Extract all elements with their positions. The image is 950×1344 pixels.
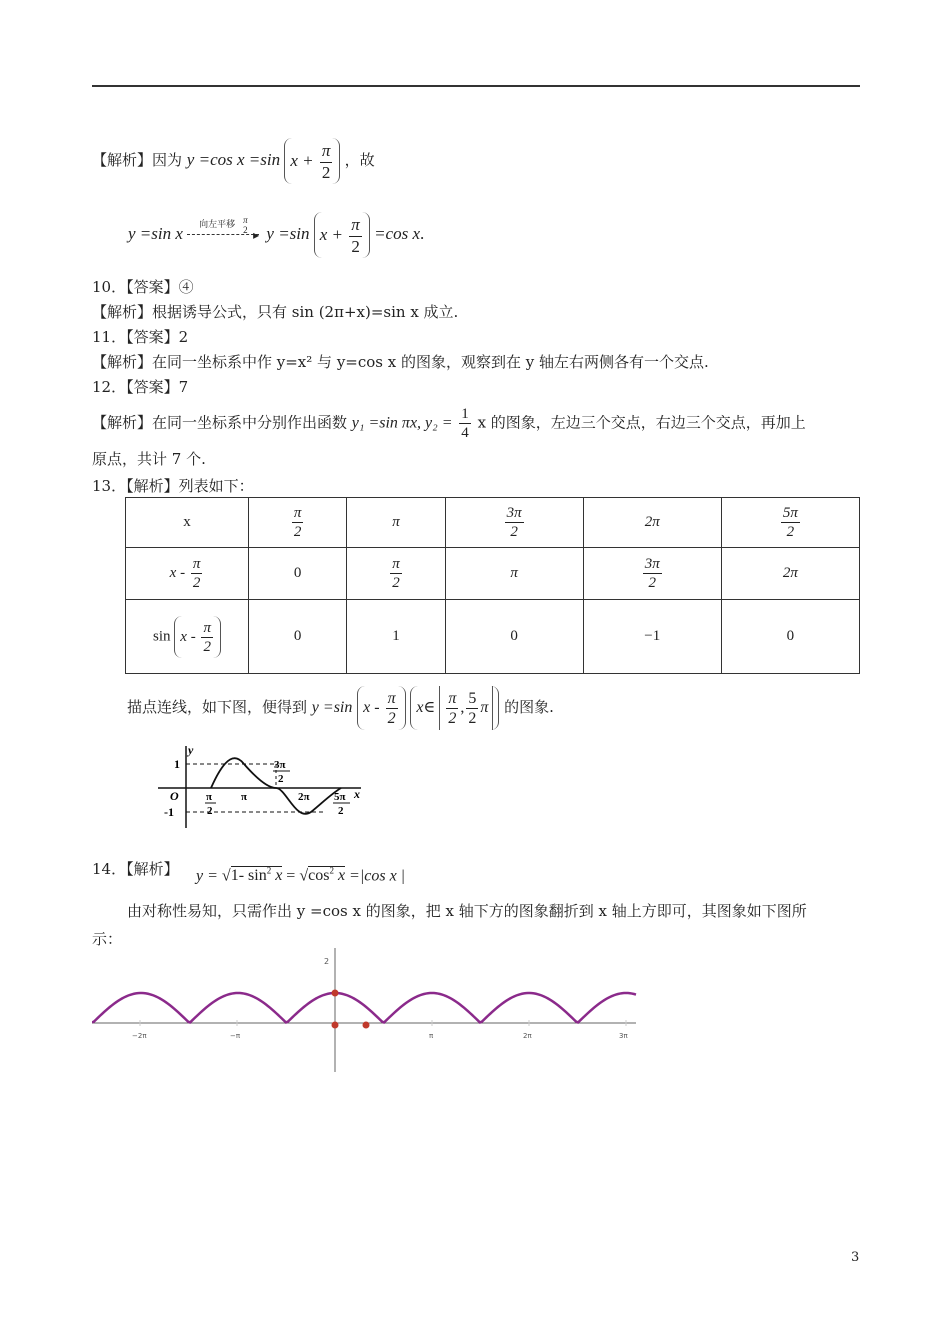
arrow-pi: π	[243, 215, 248, 225]
table-cell	[721, 600, 859, 674]
s14-desc2: 示：	[92, 930, 123, 948]
s12-y1: y₁ =sin πx, y₂ =	[351, 414, 453, 432]
table-cell: $\frac{3\pi}{2}$	[445, 498, 583, 548]
table-row	[126, 498, 860, 548]
svg-text:3π: 3π	[274, 759, 286, 771]
svg-text:π: π	[206, 791, 213, 803]
s13-head: 13．【解析】列表如下：	[92, 477, 254, 495]
s11-answer: 11．【答案】2	[92, 328, 189, 346]
label-three-pi: 3π	[619, 1032, 628, 1040]
s12-line2: 原点，共计 7 个.	[92, 450, 206, 468]
s10-analysis: 【解析】根据诱导公式，只有 sin (2π+x)=sin x 成立.	[92, 303, 459, 321]
s12-den: 4	[461, 425, 469, 441]
cell-r2c2: 0	[293, 565, 302, 581]
cell-r3c5: −1	[644, 628, 661, 644]
arrow-label: 向左平移	[199, 220, 236, 230]
two-den2: 2	[351, 236, 360, 256]
table-cell: x - $\frac{\pi}{2}$	[126, 548, 249, 600]
label-two-pi: 2π	[298, 791, 310, 803]
point-top	[332, 990, 339, 997]
table-cell: sin x - $\frac{\pi}{2}$	[126, 600, 249, 674]
s14-desc1: 由对称性易知，只需作出 y =cos x 的图象，把 x 轴下方的图象翻折到 x 轴上方即可，其图象如下图所	[127, 902, 807, 920]
table-cell	[583, 600, 721, 674]
cell-r3c6: 0	[786, 628, 795, 644]
label-origin: O	[170, 789, 179, 803]
s13-desc: 描点连线，如下图，便得到 y =sin x - $\frac{\pi}{2}$ x∈ $\frac{\pi}{2}$ , $\frac{5}{2}$ π 的图象.	[127, 686, 554, 730]
cell-r3c4: 0	[510, 628, 518, 644]
table-cell: π	[445, 548, 583, 600]
right-arrow-icon	[187, 234, 259, 235]
s14-eq-end: =|cos x |	[349, 867, 406, 885]
s13-desc-y: y =sin	[311, 699, 353, 716]
label-pi: π	[241, 791, 248, 803]
s13-five: 5	[466, 689, 478, 709]
s9-eq2-right: =cos x	[374, 223, 421, 243]
s12-answer: 12．【答案】7	[92, 378, 189, 396]
table-cell: $\frac{5\pi}{2}$	[721, 498, 859, 548]
label-neg-one: -1	[164, 805, 174, 819]
table-cell	[249, 600, 347, 674]
s13-desc-x: x -	[363, 699, 380, 716]
s14-eq-y: y =	[196, 867, 218, 885]
page-number: 3	[851, 1250, 860, 1265]
s9-line2: y =sin x 向左平移 π 2 ▸ y =sin x + $\frac{\pi}{2}$ =cos x.	[128, 212, 424, 258]
s14-head: 14．【解析】	[92, 860, 179, 878]
label-two-pi: 2π	[523, 1032, 532, 1040]
s9-eq1-arg: x +	[290, 151, 314, 170]
s10-answer: 10．【答案】④	[92, 278, 194, 296]
svg-text:2: 2	[278, 773, 284, 785]
cell-r3c3: 1	[392, 628, 400, 644]
header-rule	[92, 85, 860, 87]
s14-eq-x: x	[271, 867, 283, 885]
s11-analysis: 【解析】在同一坐标系中作 y=x² 与 y=cos x 的图象，观察到在 y 轴左右两侧各有一个交点.	[92, 353, 709, 371]
s14-eq-mid: =	[286, 867, 296, 885]
table-cell: $\frac{3\pi}{2}$	[583, 548, 721, 600]
svg-text:5π: 5π	[334, 791, 346, 803]
table-cell: 2π	[721, 548, 859, 600]
label-pi: π	[429, 1032, 434, 1040]
s12-post: x 的图象，左边三个交点，右边三个交点，再加上	[477, 413, 806, 432]
label-two: 2	[324, 957, 330, 966]
s14-eq-sq: 2	[266, 866, 272, 876]
table-row	[126, 548, 860, 600]
point-origin	[332, 1022, 339, 1029]
s9-eq2-left: y =sin x	[128, 223, 183, 243]
s9-eq1-lhs: y =cos x =sin	[186, 149, 281, 169]
s14-eq-cos: cos	[308, 867, 330, 885]
arrow-two: 2	[243, 225, 248, 235]
pi-num2: π	[349, 215, 362, 236]
cell-x: x	[183, 514, 191, 530]
label-neg-pi: −π	[230, 1032, 241, 1040]
s13-desc-in: x∈	[416, 699, 436, 716]
label-neg-two-pi: −2π	[132, 1032, 147, 1040]
s9-line1	[92, 138, 375, 184]
table-cell	[249, 548, 347, 600]
svg-text:2: 2	[338, 805, 344, 817]
label-x: x	[354, 787, 360, 801]
s12-num: 1	[461, 406, 469, 422]
s9-eq2-mid: y =sin	[266, 223, 310, 243]
point-right	[363, 1022, 370, 1029]
s14-eq-r1: 1- sin	[230, 867, 267, 885]
cell-r3c2: 0	[293, 628, 302, 644]
s13-desc-pre: 描点连线，如下图，便得到	[127, 698, 308, 716]
abs-cos-graph	[92, 948, 638, 1072]
value-table	[125, 497, 860, 674]
table-cell: $\frac{\pi}{2}$	[347, 548, 445, 600]
sine-graph	[156, 744, 366, 830]
table-cell: 2π	[583, 498, 721, 548]
s12-pre: 【解析】在同一坐标系中分别作出函数	[92, 413, 348, 432]
s14-eq: y = √1- $\sin^2 x = √\cos^2$ x =|cos x |	[196, 866, 406, 885]
s9-gu: ，故	[344, 150, 375, 169]
table-cell: $\frac{\pi}{2}$	[249, 498, 347, 548]
label-y: y	[188, 744, 194, 757]
table-cell: π	[347, 498, 445, 548]
table-row	[126, 600, 860, 674]
svg-text:2: 2	[207, 805, 213, 817]
two-den: 2	[321, 162, 331, 182]
s9-dot: .	[420, 223, 425, 243]
s13-desc-post: 的图象.	[504, 698, 554, 716]
table-cell	[347, 600, 445, 674]
s12-analysis	[92, 405, 806, 442]
s9-tag: 【解析】因为	[92, 150, 183, 169]
pi-num: π	[320, 141, 333, 162]
table-cell	[126, 498, 249, 548]
table-cell	[445, 600, 583, 674]
label-one: 1	[174, 757, 180, 771]
